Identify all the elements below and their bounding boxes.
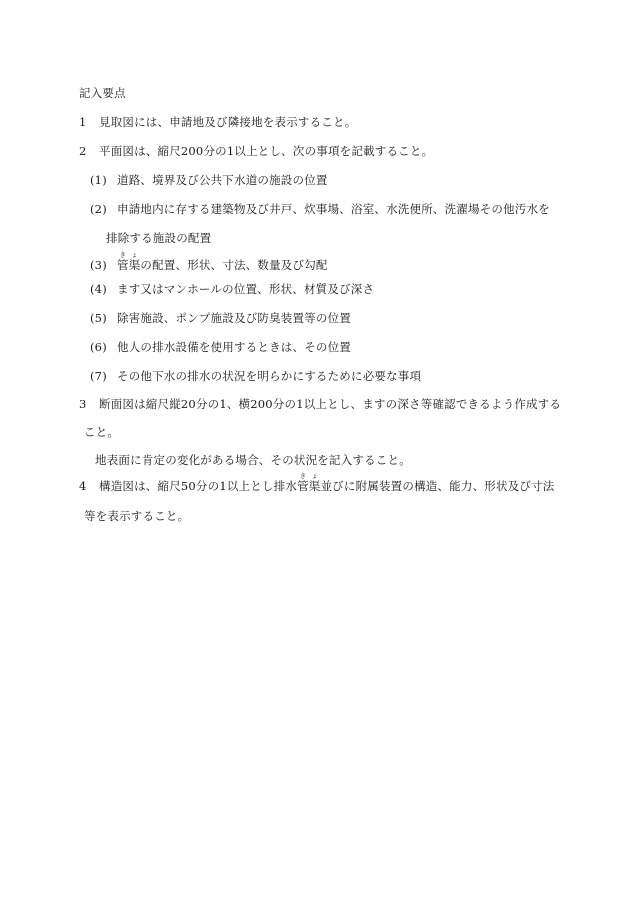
sub-item-text: ます又はマンホールの位置、形状、材質及び深さ — [117, 282, 375, 296]
list-item-4 — [79, 473, 554, 497]
sub-item-1 — [90, 173, 328, 187]
sub-item-text: 他人の排水設備を使用するときは、その位置 — [117, 340, 351, 354]
item-text-rest: 並びに附属装置の構造、能力、形状及び寸法 — [320, 479, 555, 493]
sub-item-number: (4) — [90, 282, 107, 296]
ruby-annotation: きょ — [117, 252, 141, 259]
item-text: 断面図は縮尺縦20分の1、横200分の1以上とし、ますの深さ等確認できるよう作成する — [99, 397, 562, 411]
sub-item-2-continuation: 排除する施設の配置 — [106, 231, 212, 245]
sub-item-number: (7) — [90, 369, 107, 383]
item-number: 4 — [79, 479, 87, 493]
item-text: 構造図は、縮尺50分の1以上とし排水 — [99, 479, 298, 493]
list-item-3-note: 地表面に肯定の変化がある場合、その状況を記入すること。 — [95, 453, 411, 467]
ruby-term — [297, 473, 321, 493]
sub-item-text: 申請地内に存する建築物及び井戸、炊事場、浴室、水洗便所、洗濯場その他汚水を — [117, 202, 550, 216]
sub-item-7 — [90, 369, 421, 383]
item-number: 2 — [79, 144, 87, 158]
list-item-4-continuation: 等を表示すること。 — [84, 509, 190, 523]
item-number: 3 — [79, 397, 87, 411]
sub-item-6 — [90, 340, 351, 354]
item-number: 1 — [79, 115, 87, 129]
list-item-3 — [79, 397, 561, 411]
sub-item-2 — [90, 202, 550, 216]
sub-item-number: (5) — [90, 311, 107, 325]
sub-item-text: 除害施設、ポンプ施設及び防臭装置等の位置 — [117, 311, 351, 325]
ruby-base: 管渠 — [297, 479, 321, 493]
sub-item-text: の配置、形状、寸法、数量及び勾配 — [140, 258, 328, 272]
ruby-term — [117, 252, 141, 272]
sub-item-5 — [90, 311, 351, 325]
item-text: 平面図は、縮尺200分の1以上とし、次の事項を記載すること。 — [99, 144, 434, 158]
sub-item-number: (1) — [90, 173, 107, 187]
sub-item-text: 道路、境界及び公共下水道の施設の位置 — [117, 173, 328, 187]
sub-item-4 — [90, 282, 374, 296]
ruby-annotation: きょ — [297, 473, 321, 480]
sub-item-number: (6) — [90, 340, 107, 354]
sub-item-text: その他下水の排水の状況を明らかにするために必要な事項 — [117, 369, 422, 383]
list-item-1 — [79, 115, 356, 129]
sub-item-3 — [90, 252, 328, 276]
sub-item-number: (3) — [90, 258, 107, 272]
ruby-base: 管渠 — [117, 258, 141, 272]
list-item-3-continuation: こと。 — [84, 425, 120, 439]
document-title: 記入要点 — [79, 86, 126, 100]
list-item-2 — [79, 144, 433, 158]
item-text: 見取図には、申請地及び隣接地を表示すること。 — [99, 115, 357, 129]
sub-item-number: (2) — [90, 202, 107, 216]
